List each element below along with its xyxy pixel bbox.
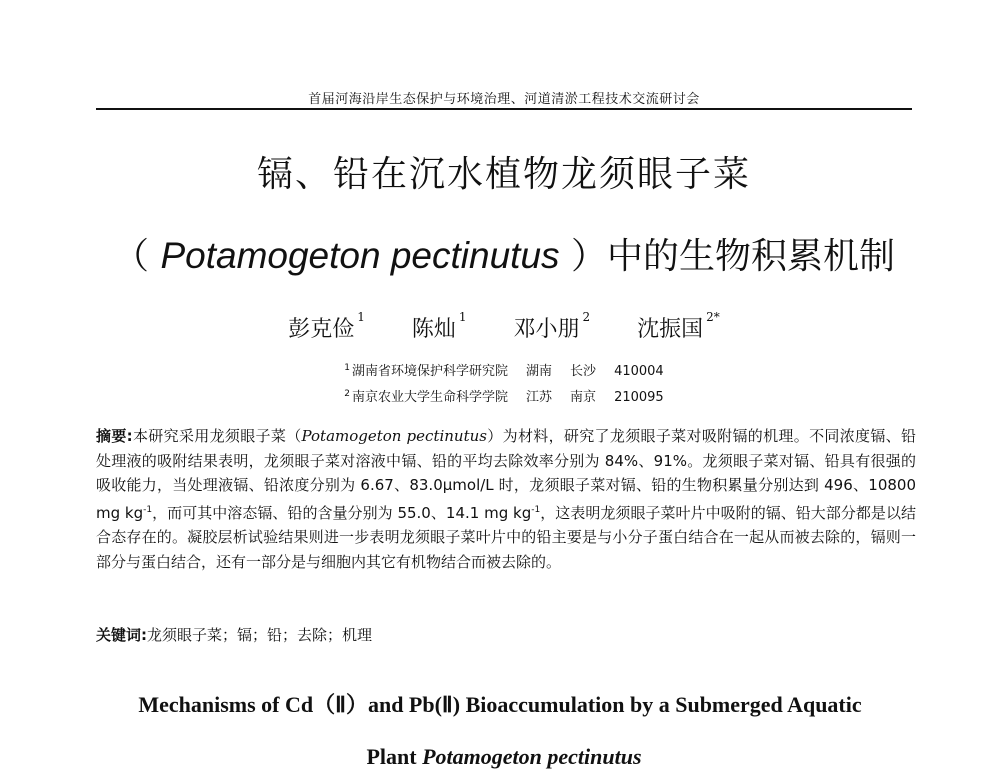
affiliation-institution: 湖南省环境保护科学研究院: [352, 364, 509, 379]
english-title-line2: [96, 744, 912, 770]
title-open-paren: （: [113, 236, 161, 277]
author-name: 陈灿: [411, 317, 456, 342]
affiliation-2: [96, 386, 912, 405]
affiliation-city: 长沙: [570, 364, 597, 379]
affiliation-province: 江苏: [526, 390, 553, 405]
keywords-text: 龙须眼子菜；镉；铅；去除；机理: [147, 626, 373, 644]
author-name: 沈振国: [637, 317, 704, 342]
abstract-latin-name: Potamogeton pectinutus: [301, 427, 487, 445]
unit-superscript: -1: [143, 504, 153, 515]
paper-title-line1: 镉、铅在沉水植物龙须眼子菜: [256, 154, 751, 195]
unit-superscript: -1: [531, 504, 541, 515]
affiliation-province: 湖南: [526, 364, 553, 379]
author-list: [96, 312, 912, 343]
keywords: [96, 624, 916, 645]
header-rule: [96, 108, 912, 110]
title-latin-name: Potamogeton pectinutus: [160, 235, 560, 276]
abstract: [96, 424, 916, 574]
paper-title-line2: [96, 228, 912, 279]
abstract-text: ，而可其中溶态镉、铅的含量分别为 55.0、14.1 mg kg: [152, 503, 532, 522]
author: [514, 312, 591, 343]
author-name: 邓小朋: [513, 317, 580, 342]
affiliation-institution: 南京农业大学生命科学学院: [352, 390, 509, 405]
affiliation-city: 南京: [570, 390, 597, 405]
author: [288, 312, 365, 343]
english-title-plain: Plant: [366, 744, 423, 769]
affiliation-mark: 1: [344, 362, 351, 373]
abstract-text: ，这表明龙须眼子菜叶片中吸附的镉、铅大部分都是以结合态存在的。凝胶层析试验结果则进一步表明龙须眼子菜叶片中的铅主要是与小分子蛋白结合在一起从而被去除的，镉则一部分与蛋白结合，还有一部分是与细胞内其它有机物结合而被去除的。: [96, 503, 916, 571]
author-name: 彭克俭: [288, 317, 355, 342]
title-tail: ）中的生物积累机制: [559, 236, 895, 277]
affiliation-postcode: 410004: [614, 364, 664, 379]
english-title-latin-name: Potamogeton pectinutus: [422, 744, 642, 769]
abstract-text: ）为材料，研究了龙须眼子菜对吸附镉的机理。不同浓度镉、铅处理液的吸附结果表明，龙须眼子菜对溶液中镉、铅的平均去除效率分别为 84%、91%。龙须眼子菜对镉、铅具有很强的吸收能力，当处理液镉、铅浓度分别为 6.67、83.0μmol/L 时，龙须眼子菜对镉、铅的生物积累量分别达到 496、10800 mg kg: [96, 427, 917, 522]
abstract-text: 本研究采用龙须眼子菜（: [132, 427, 302, 445]
english-title-line1: Mechanisms of Cd（Ⅱ）and Pb(Ⅱ) Bioaccumulation by a Submerged Aquatic: [138, 692, 862, 717]
author-affiliation-mark: 2*: [706, 310, 720, 324]
affiliation-1: [96, 360, 912, 379]
author-affiliation-mark: 1: [458, 310, 467, 324]
author-affiliation-mark: 2: [582, 310, 591, 324]
abstract-label: 摘要:: [96, 427, 133, 445]
author: [637, 312, 720, 343]
affiliation-mark: 2: [344, 388, 351, 399]
author: [412, 312, 467, 343]
running-header: 首届河海沿岸生态保护与环境治理、河道清淤工程技术交流研讨会: [308, 92, 700, 107]
author-affiliation-mark: 1: [357, 310, 365, 324]
keywords-label: 关键词:: [96, 626, 147, 644]
affiliation-postcode: 210095: [614, 390, 664, 405]
